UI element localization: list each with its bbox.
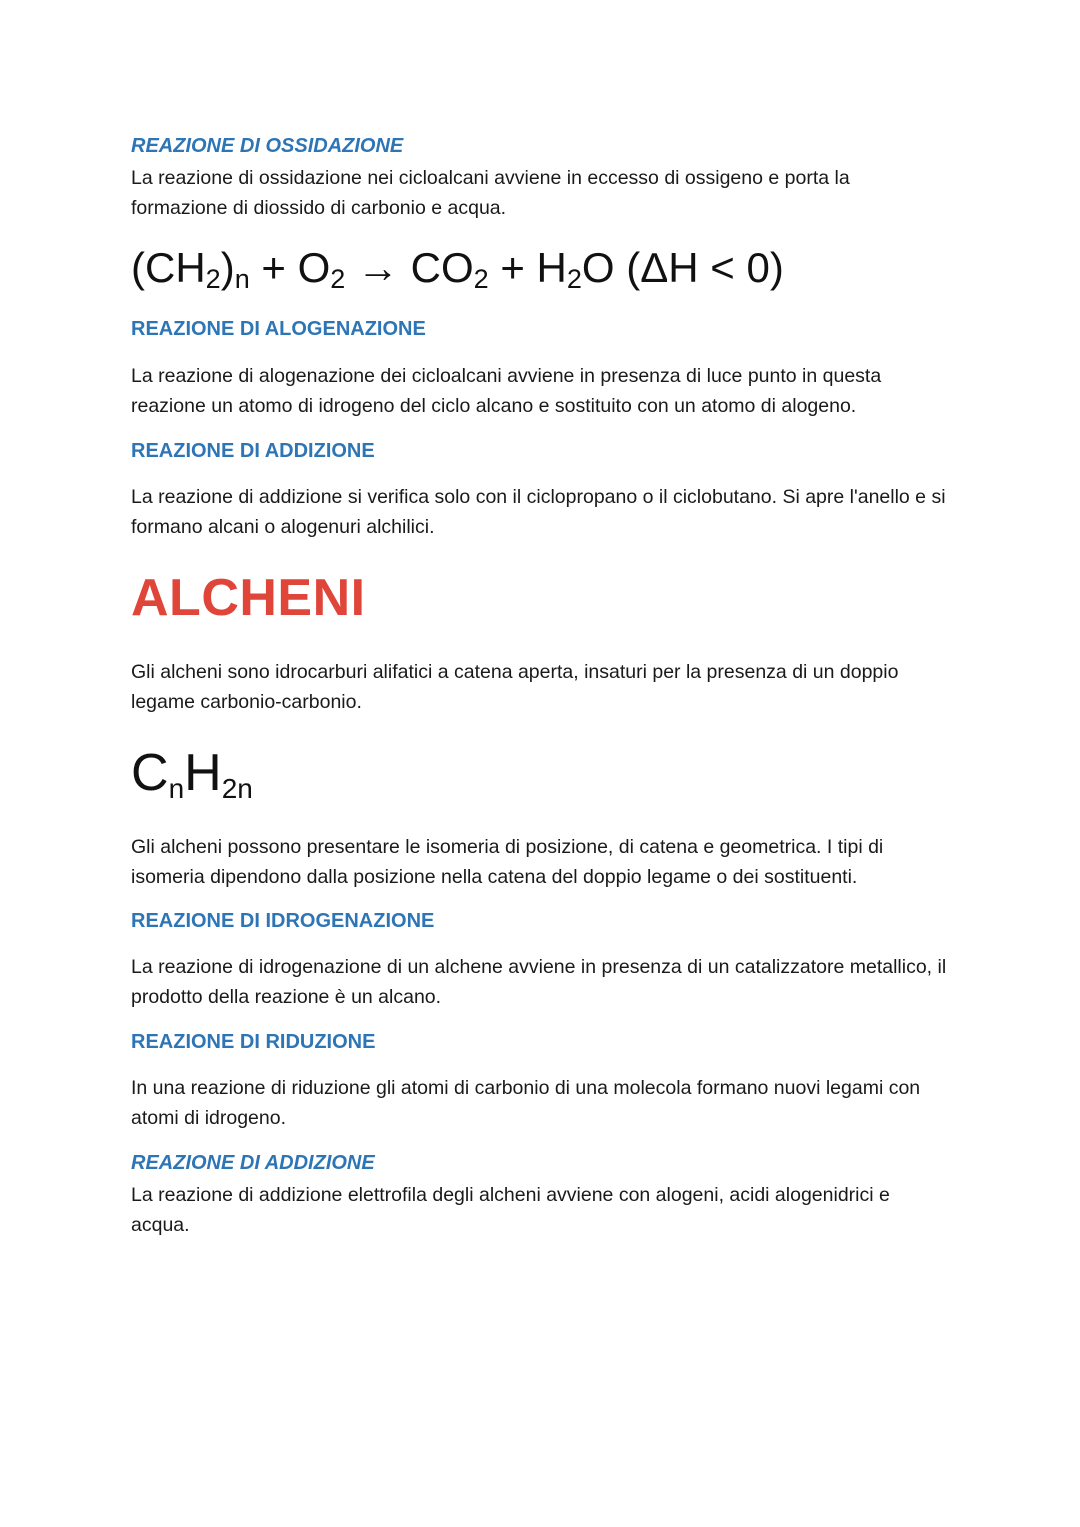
text-addizione-cicloalcani: La reazione di addizione si verifica solo con il ciclopropano o il ciclobutano. Si apre l'anello e si formano alcani o alogenuri alchilici.	[131, 486, 946, 538]
title-alcheni: ALCHENI	[131, 569, 366, 627]
heading-alogenazione: REAZIONE DI ALOGENAZIONE	[131, 318, 426, 340]
text-alcheni-intro: Gli alcheni sono idrocarburi alifatici a catena aperta, insaturi per la presenza di un doppio legame carbonio-carbonio.	[131, 661, 899, 713]
formula-alcheni: $C_nH_{2n}$	[131, 744, 253, 804]
heading-addizione-alcheni: REAZIONE DI ADDIZIONE	[131, 1152, 375, 1174]
text-idrogenazione: La reazione di idrogenazione di un alchene avviene in presenza di un catalizzatore metallico, il prodotto della reazione è un alcano.	[131, 956, 947, 1008]
text-isomeria: Gli alcheni possono presentare le isomeria di posizione, di catena e geometrica. I tipi di isomeria dipendono dalla posizione nella catena del doppio legame o dei sostituenti.	[131, 836, 884, 888]
heading-idrogenazione: REAZIONE DI IDROGENAZIONE	[131, 910, 435, 932]
formula-ossidazione: $(CH_2)_n + O_2 \to CO_2 + H_2O$ (ΔH < 0)	[131, 244, 784, 294]
heading-ossidazione: REAZIONE DI OSSIDAZIONE	[131, 135, 404, 157]
text-riduzione: In una reazione di riduzione gli atomi di carbonio di una molecola formano nuovi legami con atomi di idrogeno.	[131, 1077, 921, 1129]
text-ossidazione: La reazione di ossidazione nei cicloalcani avviene in eccesso di ossigeno e porta la formazione di diossido di carbonio e acqua.	[131, 167, 850, 219]
heading-riduzione: REAZIONE DI RIDUZIONE	[131, 1031, 376, 1053]
text-addizione-alcheni: La reazione di addizione elettrofila degli alcheni avviene con alogeni, acidi alogenidrici e acqua.	[131, 1184, 890, 1236]
heading-addizione-cicloalcani: REAZIONE DI ADDIZIONE	[131, 440, 375, 462]
text-alogenazione: La reazione di alogenazione dei cicloalcani avviene in presenza di luce punto in questa reazione un atomo di idrogeno del ciclo alcano e sostituito con un atomo di alogeno.	[131, 365, 882, 417]
